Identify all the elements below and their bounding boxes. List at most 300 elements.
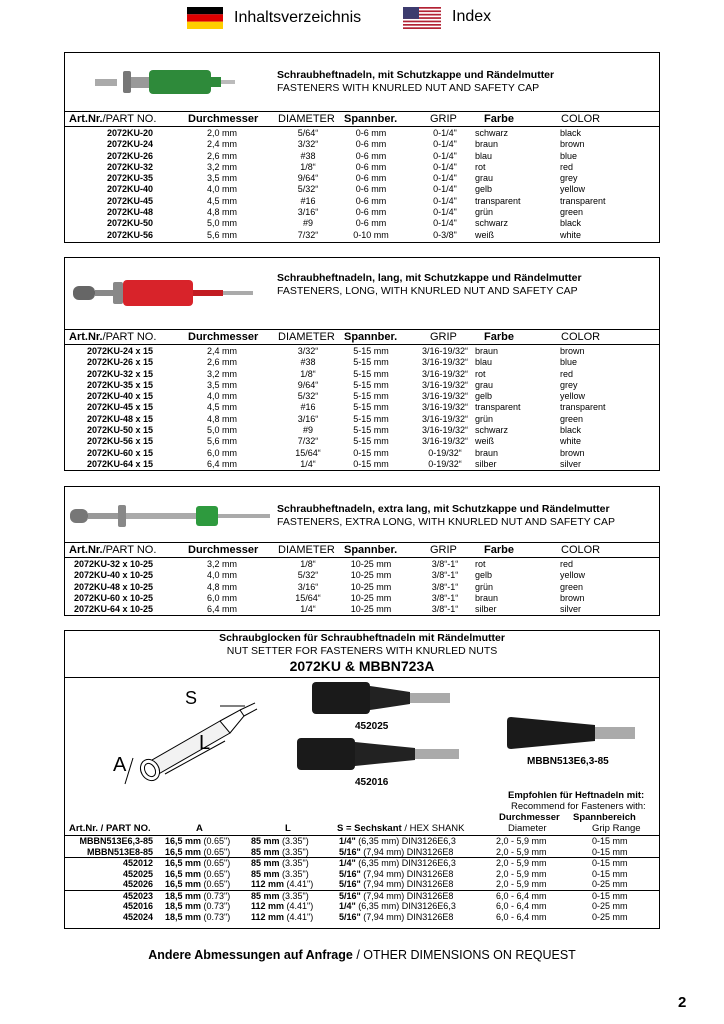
diameter-inch: 1/4“ [300, 604, 316, 615]
diameter-mm: 3,5 mm [207, 379, 238, 390]
photo-label-452025: 452025 [355, 721, 389, 732]
color-de: transparent [475, 195, 521, 206]
color-en: black [560, 425, 582, 436]
a-value [165, 912, 230, 923]
table-row [65, 582, 659, 593]
hex-shank [339, 879, 453, 890]
l-value [251, 912, 313, 923]
table3-box [64, 486, 660, 616]
diameter-inch: 9/64“ [297, 173, 319, 184]
color-en: white [560, 229, 582, 240]
diameter-inch: 5/32“ [297, 391, 319, 402]
l-value [251, 879, 313, 890]
part-number: 2072KU-32 x 10-25 [73, 559, 153, 569]
grip-mm: 10-25 mm [350, 559, 392, 569]
diameter-mm: 4,8 mm [207, 413, 238, 424]
fastener-red-long-image [73, 278, 263, 308]
diameter-mm: 5,6 mm [207, 436, 238, 447]
hdr4-grip-en: Grip Range [592, 823, 641, 834]
color-de: braun [475, 346, 499, 356]
diagram-label-a: A [113, 754, 127, 776]
a-inch: (0.65") [201, 846, 231, 857]
grip-range: 0-15 mm [592, 868, 628, 879]
a-value [165, 879, 230, 890]
grip-mm: 0-15 mm [353, 458, 389, 469]
part-number: 2072KU-50 [106, 218, 153, 229]
diameter-range: 6,0 - 6,4 mm [496, 911, 547, 922]
grip-range: 0-25 mm [592, 879, 628, 889]
grip-range: 0-25 mm [592, 911, 628, 922]
color-de: braun [475, 447, 499, 458]
nut-setter-mbbn-image [505, 713, 640, 753]
hdr2-dia-de: Durchmesser [188, 331, 259, 343]
hex-spec: (6,35 mm) DIN3126E6,3 [355, 836, 456, 846]
color-de: gelb [475, 391, 493, 402]
a-mm: 16,5 mm [165, 836, 202, 846]
table4-title-de: Schraubglocken für Schraubheftnadeln mit Rändelmutter [219, 632, 505, 644]
hdr2-part-en: /PART NO. [102, 331, 157, 343]
part-number: 2072KU-45 [106, 195, 153, 206]
us-flag-icon[interactable] [403, 7, 439, 29]
diameter-mm: 3,2 mm [207, 161, 238, 172]
footer-request [0, 948, 724, 962]
color-de: grau [475, 379, 494, 390]
diameter-mm: 6,4 mm [207, 458, 238, 469]
l-value [251, 869, 309, 880]
color-en: grey [560, 379, 578, 390]
l-value [251, 858, 309, 869]
color-en: silver [560, 458, 582, 469]
color-en: red [560, 368, 574, 379]
l-inch: (4.41") [284, 879, 314, 889]
diameter-range: 6,0 - 6,4 mm [496, 901, 547, 911]
color-de: grün [475, 207, 494, 218]
grip-inch: 0-1/4" [433, 195, 457, 206]
grip-inch: 3/16-19/32“ [421, 425, 469, 436]
part-number: 2072KU-48 [106, 207, 153, 218]
grip-mm: 5-15 mm [353, 368, 389, 379]
l-inch: (3.35") [279, 890, 309, 901]
hex-shank [339, 891, 453, 902]
hdr3-color-de: Farbe [484, 544, 514, 556]
hex-size: 5/16" [339, 890, 361, 901]
table-row [65, 218, 659, 229]
table2-title-en: FASTENERS, LONG, WITH KNURLED NUT AND SAFETY CAP [277, 285, 578, 297]
table-row [65, 901, 659, 912]
table-row [65, 391, 659, 402]
hex-spec: (7,94 mm) DIN3126E8 [360, 879, 454, 889]
diameter-inch: 7/32“ [297, 229, 319, 240]
diameter-inch: #9 [302, 425, 313, 436]
part-number: 2072KU-48 x 10-25 [73, 581, 153, 592]
diameter-range: 2,0 - 5,9 mm [496, 836, 547, 846]
l-mm: 112 mm [251, 879, 285, 889]
table-row [65, 593, 659, 604]
color-en: black [560, 128, 582, 138]
grip-inch: 0-3/8" [433, 229, 457, 240]
hex-size: 1/4" [339, 836, 356, 846]
color-en: grey [560, 173, 578, 184]
color-de: schwarz [475, 425, 509, 436]
part-number: 2072KU-64 x 15 [86, 458, 153, 469]
color-en: red [560, 161, 574, 172]
diameter-mm: 2,4 mm [207, 346, 238, 356]
table-row [65, 847, 659, 858]
grip-inch: 0-19/32“ [428, 458, 462, 469]
table3-title-de: Schraubheftnadeln, extra lang, mit Schutzkappe und Rändelmutter [277, 503, 610, 515]
diameter-mm: 6,0 mm [207, 592, 238, 603]
hdr4-part: Art.Nr. / PART NO. [69, 823, 151, 834]
hdr3-dia-de: Durchmesser [188, 544, 259, 556]
grip-mm: 10-25 mm [350, 581, 392, 592]
diameter-mm: 3,5 mm [207, 173, 238, 184]
hdr-grip-de: Spannber. [344, 113, 398, 125]
diameter-inch: 1/8“ [300, 368, 316, 379]
l-inch: (4.41") [284, 911, 314, 922]
hdr2-color-de: Farbe [484, 331, 514, 343]
grip-range: 0-15 mm [592, 846, 628, 857]
diameter-mm: 2,4 mm [207, 139, 238, 150]
table-row [65, 196, 659, 207]
hdr3-part-en: /PART NO. [102, 544, 157, 556]
hex-spec: (7,94 mm) DIN3126E8 [360, 911, 454, 922]
diameter-inch: 3/32“ [297, 346, 319, 356]
a-value [165, 869, 230, 880]
color-en: red [560, 559, 574, 569]
l-mm: 85 mm [251, 858, 280, 868]
diameter-range: 2,0 - 5,9 mm [496, 879, 547, 889]
a-inch: (0.65") [201, 858, 231, 868]
table-row [65, 448, 659, 459]
hdr2-part-de: Art.Nr. [69, 331, 103, 343]
a-inch: (0.73") [201, 890, 231, 901]
hdr3-part-de: Art.Nr. [69, 544, 103, 556]
part-number: 2072KU-20 [106, 128, 153, 138]
table-row [65, 869, 659, 880]
part-number: 2072KU-24 [106, 139, 153, 150]
grip-mm: 5-15 mm [353, 425, 389, 436]
grip-inch: 3/16-19/32“ [421, 357, 469, 368]
table-row [65, 912, 659, 923]
diameter-range: 2,0 - 5,9 mm [496, 846, 547, 857]
index-link[interactable]: Index [452, 8, 492, 25]
l-value [251, 891, 309, 902]
hdr4-dia-de: Durchmesser [499, 812, 560, 823]
color-en: brown [560, 346, 585, 356]
hex-size: 5/16" [339, 879, 361, 889]
color-en: green [560, 581, 584, 592]
diameter-inch: 1/8“ [300, 559, 316, 569]
grip-inch: 3/8“-1“ [431, 581, 459, 592]
diameter-inch: 9/64“ [297, 379, 319, 390]
color-de: grün [475, 413, 494, 424]
l-value [251, 836, 309, 847]
diameter-mm: 6,4 mm [207, 604, 238, 615]
grip-mm: 0-6 mm [355, 218, 387, 229]
hdr-dia-de: Durchmesser [188, 113, 259, 125]
hex-size: 5/16" [339, 868, 361, 879]
hex-shank [339, 912, 453, 923]
color-en: transparent [560, 195, 606, 206]
part-number: MBBN513E6,3-85 [79, 836, 153, 846]
diameter-inch: #16 [300, 195, 316, 206]
grip-inch: 0-1/4" [433, 207, 457, 218]
color-de: transparent [475, 402, 521, 413]
color-de: braun [475, 139, 499, 150]
hdr4-s-en: / HEX SHANK [401, 823, 465, 834]
a-inch: (0.65") [201, 836, 231, 846]
color-de: gelb [475, 570, 493, 581]
part-number: 2072KU-45 x 15 [86, 402, 153, 413]
part-number: 2072KU-35 [106, 173, 153, 184]
grip-inch: 0-1/4" [433, 184, 457, 195]
l-mm: 112 mm [251, 901, 285, 911]
table-row [65, 128, 659, 139]
grip-mm: 5-15 mm [353, 436, 389, 447]
color-de: braun [475, 592, 499, 603]
part-number: 452025 [122, 868, 153, 879]
a-value [165, 858, 230, 869]
part-number: 2072KU-26 [106, 150, 153, 161]
diameter-mm: 2,6 mm [207, 150, 238, 161]
diameter-mm: 3,2 mm [207, 368, 238, 379]
hex-spec: (7,94 mm) DIN3126E8 [360, 890, 454, 901]
part-number: 452016 [122, 901, 153, 911]
photo-label-mbbn: MBBN513E6,3-85 [527, 756, 609, 767]
table-row [65, 207, 659, 218]
table1-header [65, 111, 659, 127]
color-de: grün [475, 581, 494, 592]
grip-mm: 5-15 mm [353, 413, 389, 424]
grip-mm: 0-6 mm [355, 128, 387, 138]
toc-link[interactable]: Inhaltsverzeichnis [234, 9, 362, 26]
diameter-mm: 2,6 mm [207, 357, 238, 368]
table-row [65, 184, 659, 195]
a-value [165, 847, 230, 858]
diameter-inch: 5/32“ [297, 184, 319, 195]
color-de: rot [475, 161, 486, 172]
part-number: 2072KU-40 x 15 [86, 391, 153, 402]
grip-inch: 3/8“-1“ [431, 592, 459, 603]
table-row [65, 570, 659, 581]
color-en: yellow [560, 184, 586, 195]
l-mm: 85 mm [251, 846, 280, 857]
part-number: 452012 [122, 858, 153, 868]
color-de: rot [475, 559, 486, 569]
nut-setter-452025-image [310, 680, 460, 716]
l-mm: 85 mm [251, 836, 280, 846]
grip-inch: 0-1/4" [433, 161, 457, 172]
hex-size: 5/16" [339, 846, 361, 857]
hdr3-grip-de: Spannber. [344, 544, 398, 556]
grip-mm: 0-6 mm [355, 139, 387, 150]
table-row [65, 162, 659, 173]
grip-inch: 3/16-19/32“ [421, 413, 469, 424]
table4-box [64, 630, 660, 929]
hdr-part-en: /PART NO. [102, 113, 157, 125]
footer-request-de: Andere Abmessungen auf Anfrage [148, 948, 353, 962]
table-row [65, 559, 659, 570]
footer-request-en: OTHER DIMENSIONS ON REQUEST [363, 948, 576, 962]
color-en: transparent [560, 402, 606, 413]
table-row [65, 414, 659, 425]
hex-spec: (7,94 mm) DIN3126E8 [360, 868, 454, 879]
nut-setter-452016-image [295, 736, 465, 772]
a-value [165, 836, 230, 847]
grip-mm: 0-15 mm [353, 447, 389, 458]
part-number: 2072KU-35 x 15 [86, 379, 153, 390]
diameter-mm: 4,8 mm [207, 581, 238, 592]
grip-inch: 3/8“-1“ [431, 604, 459, 615]
grip-mm: 5-15 mm [353, 402, 389, 413]
hdr2-grip-de: Spannber. [344, 331, 398, 343]
grip-inch: 3/8“-1“ [431, 559, 459, 569]
hdr3-color-en: COLOR [561, 544, 601, 556]
hdr2-dia-en: DIAMETER [278, 331, 335, 343]
a-mm: 16,5 mm [165, 846, 202, 857]
grip-range: 0-25 mm [592, 901, 628, 911]
part-number: 2072KU-50 x 15 [86, 425, 153, 436]
grip-mm: 0-6 mm [355, 184, 387, 195]
part-number: 2072KU-26 x 15 [86, 357, 153, 368]
diameter-inch: #38 [300, 357, 316, 368]
a-inch: (0.65") [201, 868, 231, 879]
diameter-mm: 5,0 mm [207, 425, 238, 436]
diameter-mm: 4,5 mm [207, 195, 238, 206]
color-en: brown [560, 447, 585, 458]
grip-mm: 0-10 mm [353, 229, 389, 240]
color-de: weiß [475, 436, 495, 447]
grip-mm: 10-25 mm [350, 592, 392, 603]
hdr2-grip-en: GRIP [430, 331, 457, 343]
diameter-inch: 1/8“ [300, 161, 316, 172]
l-mm: 85 mm [251, 868, 280, 879]
part-number: 452024 [122, 911, 153, 922]
diameter-inch: 15/64“ [295, 592, 321, 603]
l-inch: (4.41") [284, 901, 314, 911]
hex-shank [339, 847, 453, 858]
a-mm: 18,5 mm [165, 911, 202, 922]
hdr-color-de: Farbe [484, 113, 514, 125]
part-number: 2072KU-32 x 15 [86, 368, 153, 379]
hdr-part-de: Art.Nr. [69, 113, 103, 125]
diameter-inch: 5/64“ [297, 128, 319, 138]
diameter-inch: 7/32“ [297, 436, 319, 447]
grip-mm: 10-25 mm [350, 604, 392, 615]
table1-title-en: FASTENERS WITH KNURLED NUT AND SAFETY CAP [277, 82, 540, 94]
recommend-en: Recommend for Fasteners with: [511, 801, 646, 812]
color-en: blue [560, 357, 578, 368]
a-mm: 16,5 mm [165, 868, 202, 879]
diameter-mm: 2,0 mm [207, 128, 238, 138]
grip-mm: 5-15 mm [353, 379, 389, 390]
hex-size: 1/4" [339, 901, 356, 911]
fastener-extra-long-image [70, 502, 275, 530]
grip-inch: 3/16-19/32“ [421, 391, 469, 402]
hex-size: 1/4" [339, 858, 356, 868]
l-inch: (3.35") [279, 858, 309, 868]
hex-shank [339, 869, 453, 880]
part-number: 452023 [122, 890, 153, 901]
table2-header [65, 329, 659, 345]
diameter-inch: 5/32“ [297, 570, 319, 581]
diameter-range: 2,0 - 5,9 mm [496, 858, 547, 868]
grip-mm: 0-6 mm [355, 207, 387, 218]
a-inch: (0.73") [201, 911, 231, 922]
color-de: schwarz [475, 218, 509, 229]
grip-range: 0-15 mm [592, 890, 628, 901]
german-flag-icon[interactable] [187, 7, 223, 29]
part-number: 2072KU-32 [106, 161, 153, 172]
part-number: 452026 [122, 879, 153, 889]
color-en: black [560, 218, 582, 229]
color-en: blue [560, 150, 578, 161]
diameter-inch: 15/64“ [295, 447, 321, 458]
grip-inch: 0-1/4" [433, 139, 457, 150]
hdr2-color-en: COLOR [561, 331, 601, 343]
table3-title-en: FASTENERS, EXTRA LONG, WITH KNURLED NUT AND SAFETY CAP [277, 516, 616, 528]
grip-mm: 0-6 mm [355, 173, 387, 184]
table-row [65, 380, 659, 391]
part-number: 2072KU-56 x 15 [86, 436, 153, 447]
part-number: 2072KU-56 [106, 229, 153, 240]
table4-rows [65, 835, 659, 922]
diameter-mm: 4,0 mm [207, 184, 238, 195]
diameter-mm: 4,0 mm [207, 570, 238, 581]
color-de: silber [475, 458, 497, 469]
hex-shank [339, 901, 456, 912]
table3-rows [65, 559, 659, 615]
grip-inch: 0-19/32“ [428, 447, 462, 458]
hex-spec: (7,94 mm) DIN3126E8 [360, 846, 454, 857]
diameter-inch: #9 [302, 218, 313, 229]
table2-box [64, 257, 660, 471]
table4-title-en: NUT SETTER FOR FASTENERS WITH KNURLED NUTS [226, 645, 498, 657]
color-de: blau [475, 357, 493, 368]
table-row [65, 857, 659, 869]
color-en: brown [560, 139, 585, 150]
diameter-range: 2,0 - 5,9 mm [496, 868, 547, 879]
part-number: 2072KU-60 x 15 [86, 447, 153, 458]
hdr3-grip-en: GRIP [430, 544, 457, 556]
grip-inch: 3/8“-1“ [431, 570, 459, 581]
recommend-de: Empfohlen für Heftnadeln mit: [508, 790, 645, 801]
a-mm: 16,5 mm [165, 879, 202, 889]
photo-label-452016: 452016 [355, 777, 389, 788]
grip-mm: 10-25 mm [350, 570, 392, 581]
hdr3-dia-en: DIAMETER [278, 544, 335, 556]
divider [65, 677, 659, 678]
diameter-mm: 6,0 mm [207, 447, 238, 458]
a-inch: (0.73") [201, 901, 231, 911]
hdr-color-en: COLOR [561, 113, 601, 125]
table1-title-de: Schraubheftnadeln, mit Schutzkappe und Rändelmutter [277, 69, 555, 81]
grip-inch: 0-1/4" [433, 128, 457, 138]
color-de: silber [475, 604, 497, 615]
fastener-green-image [95, 67, 245, 97]
hdr4-grip-de: Spannbereich [573, 812, 636, 823]
table-row [65, 604, 659, 615]
table-row [65, 879, 659, 890]
color-de: grau [475, 173, 494, 184]
diameter-inch: 3/16“ [297, 207, 319, 218]
table4-model: 2072KU & MBBN723A [289, 658, 435, 674]
diameter-mm: 4,0 mm [207, 391, 238, 402]
color-en: silver [560, 604, 582, 615]
table-row [65, 357, 659, 368]
l-mm: 112 mm [251, 911, 285, 922]
table-row [65, 139, 659, 150]
